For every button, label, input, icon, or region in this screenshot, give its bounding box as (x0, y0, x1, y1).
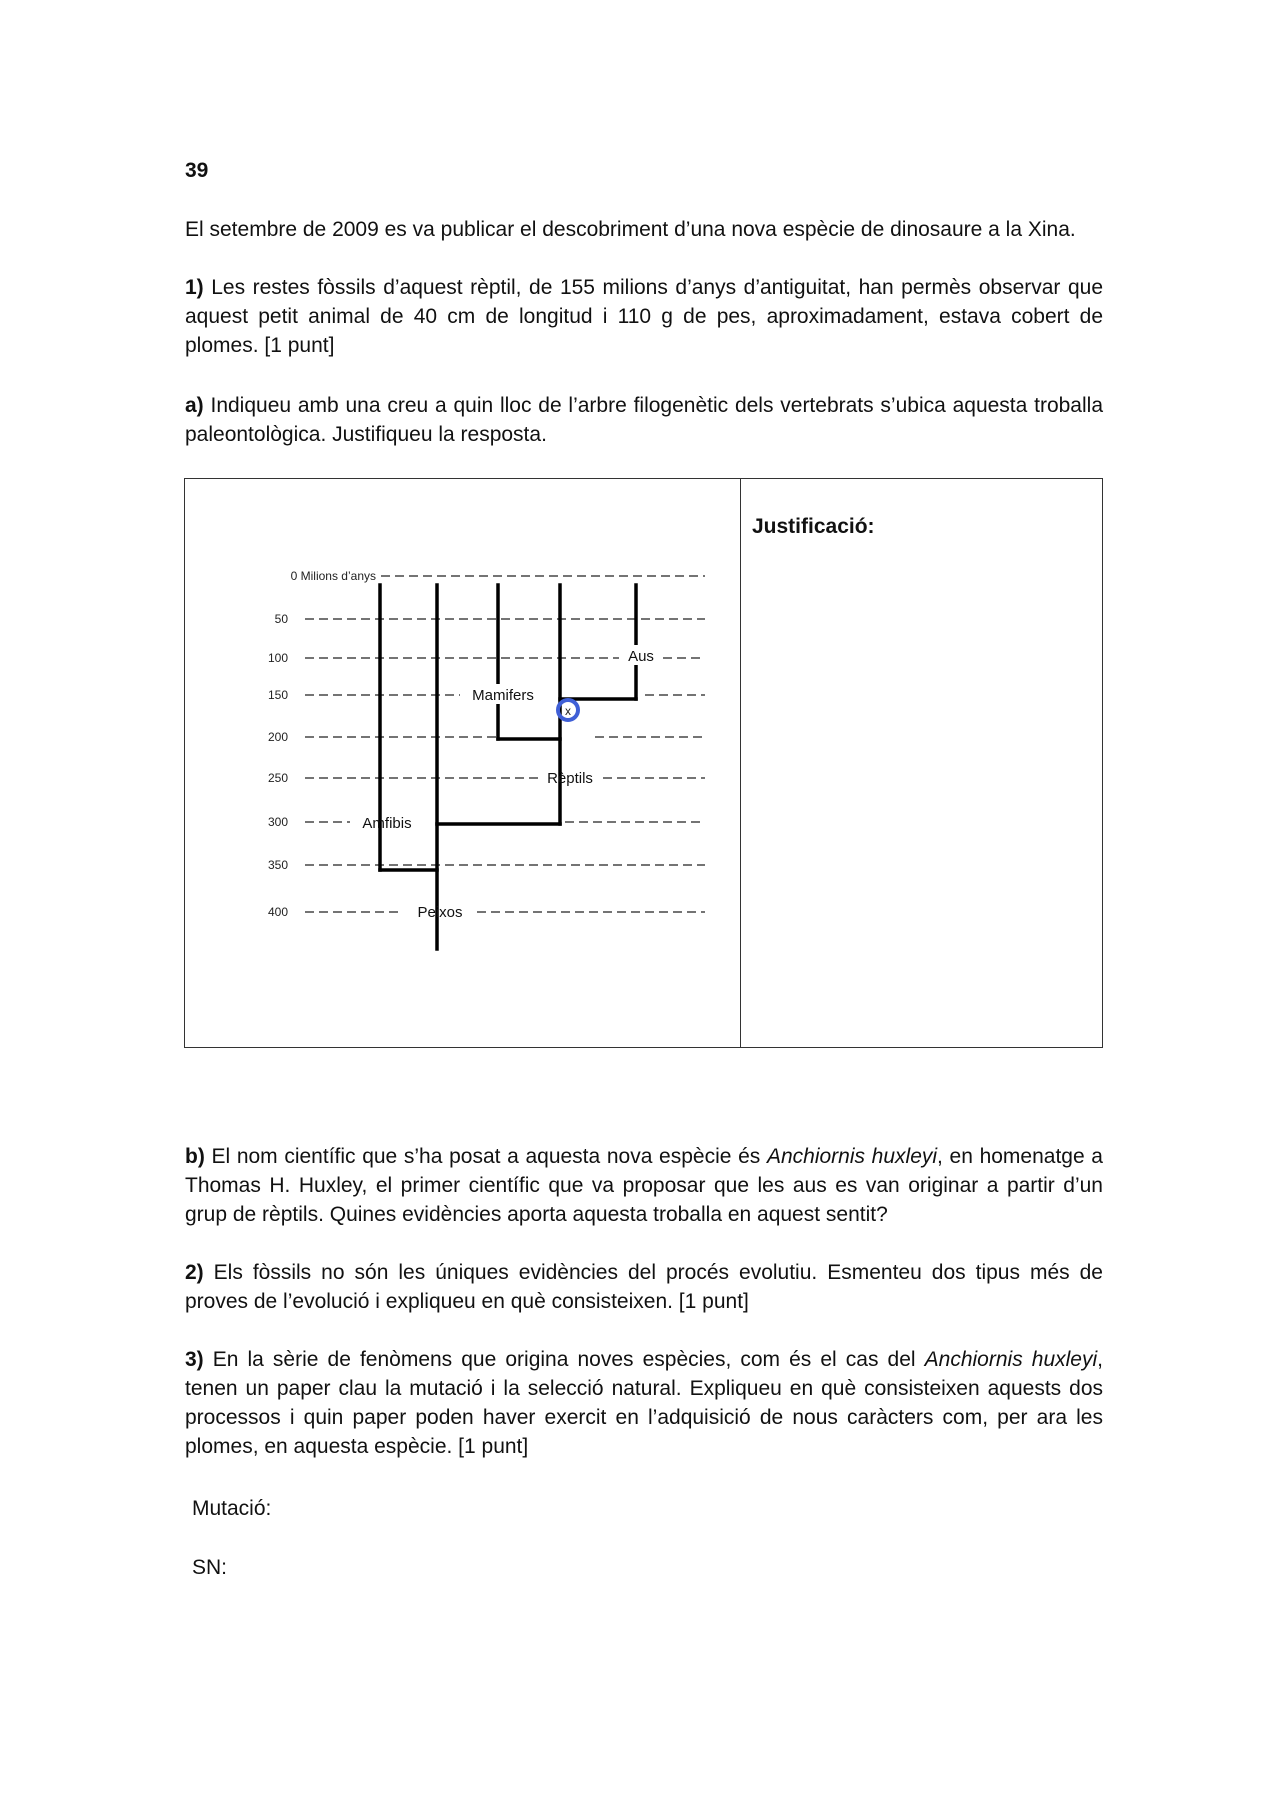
question-2-text: Els fòssils no són les úniques evidències del procés evolutiu. Esmenteu dos tipus més de proves de l’evolució i expliqueu en què consisteixen. [1 punt] (185, 1261, 1103, 1313)
question-1-number: 1) (185, 276, 204, 299)
question-3-number: 3) (185, 1348, 204, 1371)
time-tick-300: 300 (267, 815, 288, 829)
group-label-peixos: Peixos (417, 904, 463, 921)
question-b-species: Anchiornis huxleyi (766, 1145, 938, 1168)
question-b-text-after: , en homenatge a Thomas H. Huxley, el primer científic que va proposar que les aus es van originar a partir d’un grup de rèptils. Quines evidències aporta aquesta troballa en aquest sentit? (185, 1145, 1103, 1226)
question-3-species: Anchiornis huxleyi (924, 1348, 1098, 1371)
marker-cross: x (565, 704, 571, 718)
group-label-amfibis: Amfibis (362, 815, 412, 832)
time-label-0: 0 Milions d’anys (290, 569, 376, 583)
time-tick-100: 100 (267, 651, 288, 665)
time-tick-250: 250 (267, 771, 288, 785)
mutation-answer-label: Mutació: (192, 1497, 272, 1520)
tree-branches (380, 585, 636, 949)
question-a-number: a) (185, 394, 204, 417)
question-b-text-before: El nom científic que s’ha posat a aquesta nova espècie és (204, 1145, 767, 1168)
time-axis-labels (268, 569, 376, 919)
question-2 (185, 1258, 1103, 1316)
time-tick-50: 50 (274, 612, 288, 626)
group-label-mamifers: Mamifers (472, 687, 534, 704)
justification-label: Justificació: (752, 515, 875, 538)
question-1 (185, 273, 1103, 360)
question-a-text: Indiqueu amb una creu a quin lloc de l’arbre filogenètic dels vertebrats s’ubica aquesta troballa paleontològica. Justifiqueu la resposta. (185, 394, 1103, 446)
question-3-text-before: En la sèrie de fenòmens que origina noves espècies, com és el cas del (203, 1348, 925, 1371)
group-label-aus: Aus (628, 648, 654, 665)
table-divider (740, 479, 741, 1047)
phylogenetic-tree-diagram (185, 479, 740, 1047)
question-a (185, 391, 1103, 449)
answer-table (184, 478, 1103, 1048)
question-1-text: Les restes fòssils d’aquest rèptil, de 155 milions d’anys d’antiguitat, han permès observar que aquest petit animal de 40 cm de longitud i 110 g de pes, aproximadament, estava cobert de plomes. [1 punt] (185, 276, 1103, 357)
question-2-number: 2) (185, 1261, 204, 1284)
question-3 (185, 1345, 1103, 1461)
exercise-number: 39 (185, 159, 209, 182)
question-b (185, 1142, 1103, 1229)
time-tick-400: 400 (267, 905, 288, 919)
natural-selection-answer-label: SN: (192, 1556, 228, 1579)
group-label-reptils: Rèptils (547, 770, 593, 787)
time-tick-150: 150 (267, 688, 288, 702)
time-tick-200: 200 (267, 730, 288, 744)
intro-paragraph: El setembre de 2009 es va publicar el descobriment d’una nova espècie de dinosaure a la Xina. (185, 218, 1076, 241)
question-3-text-after: , tenen un paper clau la mutació i la selecció natural. Expliqueu en què consisteixen aquests dos processos i quin paper poden haver exercit en l’adquisició de nous caràcters com, per ara les plomes, en aquesta espècie. [1 punt] (185, 1348, 1103, 1458)
question-b-number: b) (185, 1145, 205, 1168)
time-gridlines (305, 576, 705, 912)
time-tick-350: 350 (267, 858, 288, 872)
group-labels (362, 645, 663, 921)
